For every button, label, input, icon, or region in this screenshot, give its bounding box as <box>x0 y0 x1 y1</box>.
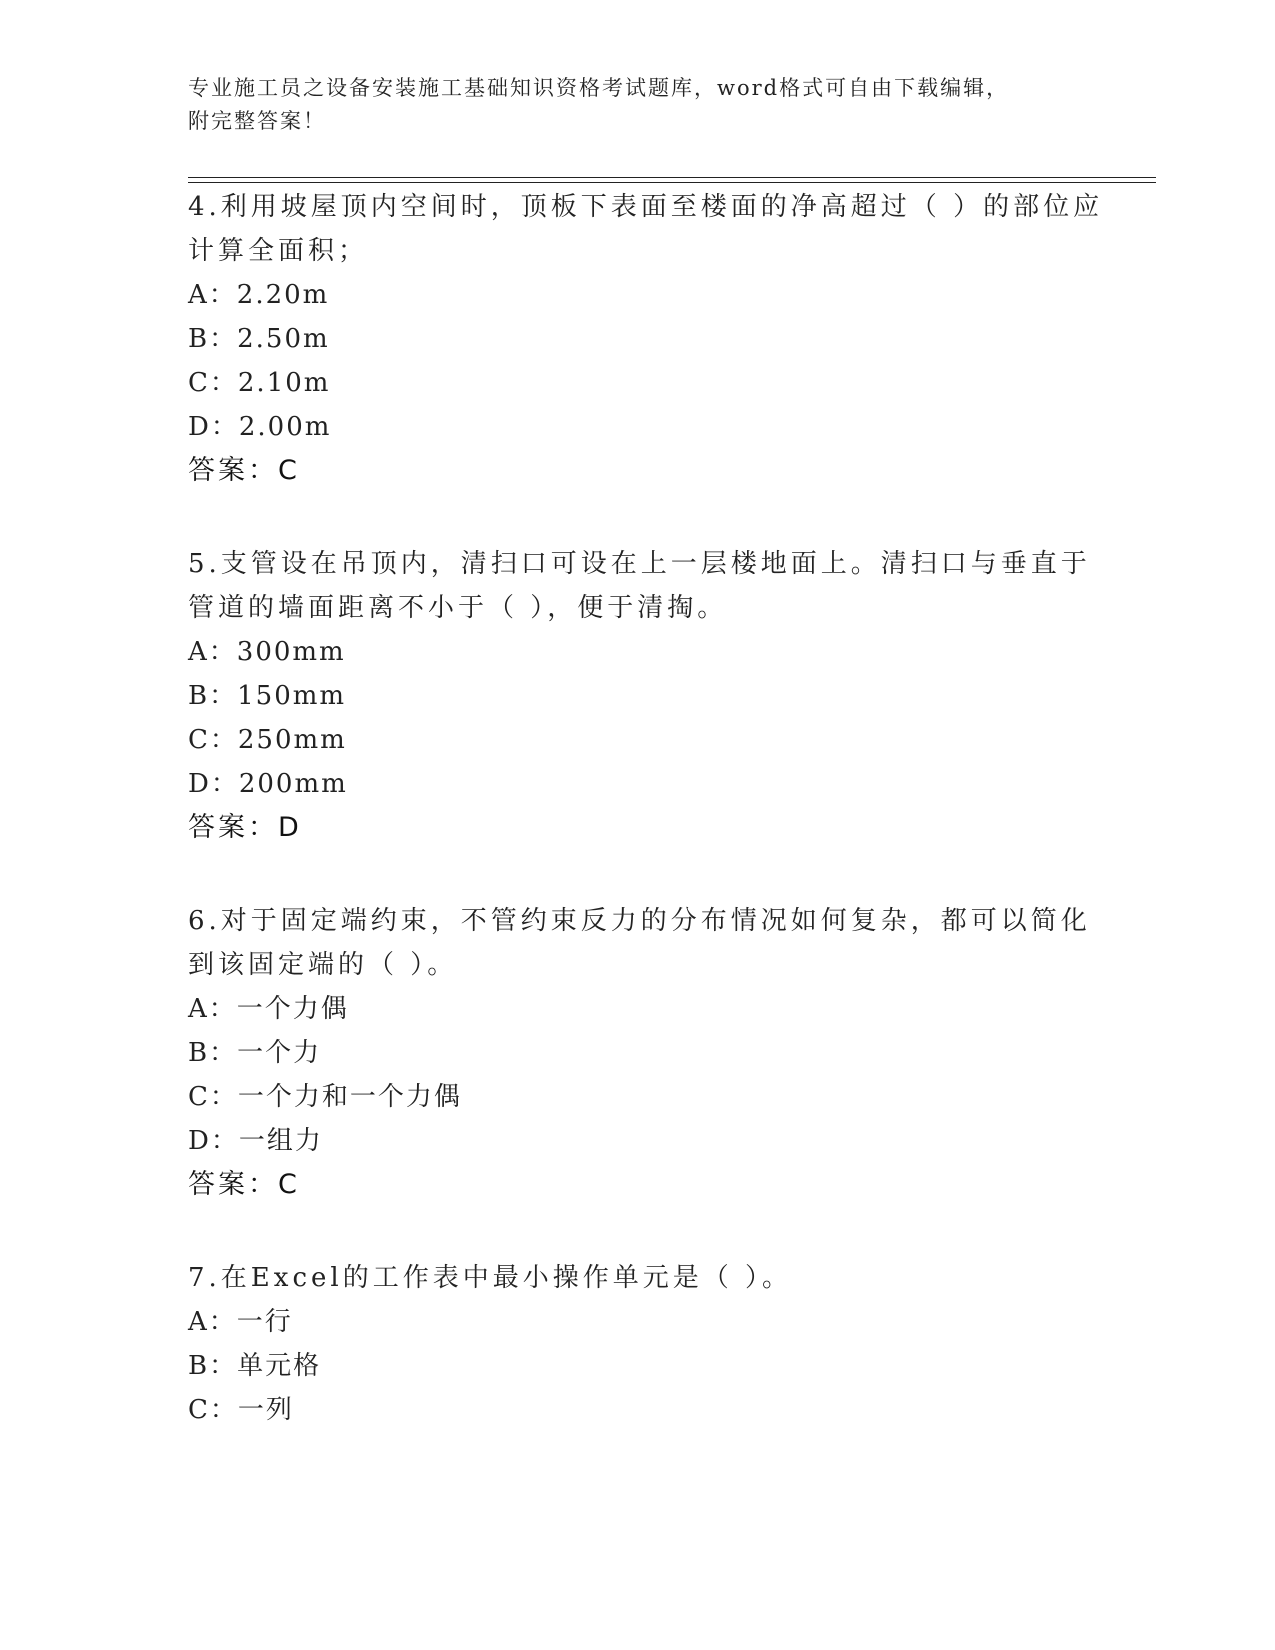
question-7 <box>188 1256 1088 1432</box>
header-line-2: 附完整答案！ <box>188 109 326 133</box>
question-6 <box>188 899 1091 1207</box>
option-d: D：2.00m <box>188 412 332 442</box>
question-stem-line: 计算全面积； <box>188 236 369 266</box>
question-stem <box>188 185 1104 273</box>
answer: 答案：C <box>188 1169 300 1200</box>
header-divider-top <box>188 177 1156 178</box>
question-stem-line: 6.对于固定端约束，不管约束反力的分布情况如何复杂，都可以简化 <box>188 906 1091 936</box>
question-4 <box>188 185 1104 493</box>
question-stem <box>188 1256 1088 1300</box>
question-stem <box>188 542 1091 630</box>
option-c: C：250mm <box>188 725 347 755</box>
question-stem-line: 管道的墙面距离不小于（ ），便于清掏。 <box>188 593 728 623</box>
question-stem-line: 到该固定端的（ ）。 <box>188 950 458 980</box>
answer: 答案：D <box>188 812 302 843</box>
header-divider-bottom <box>188 182 1156 183</box>
option-b: B：单元格 <box>188 1351 322 1381</box>
option-a: A：300mm <box>188 637 346 667</box>
header-line-1: 专业施工员之设备安装施工基础知识资格考试题库，word格式可自由下载编辑， <box>188 76 1010 100</box>
question-stem-line: 5.支管设在吊顶内，清扫口可设在上一层楼地面上。清扫口与垂直于 <box>188 549 1091 579</box>
question-5 <box>188 542 1091 850</box>
option-c: C：一列 <box>188 1395 294 1425</box>
question-stem-line: 7.在Excel的工作表中最小操作单元是（ ）。 <box>188 1263 792 1293</box>
question-stem <box>188 899 1091 987</box>
option-d: D：一组力 <box>188 1126 323 1156</box>
option-a: A：一个力偶 <box>188 994 349 1024</box>
option-b: B：一个力 <box>188 1038 322 1068</box>
option-c: C：2.10m <box>188 368 331 398</box>
option-b: B：150mm <box>188 681 347 711</box>
option-c: C：一个力和一个力偶 <box>188 1082 462 1112</box>
answer: 答案：C <box>188 455 300 486</box>
option-b: B：2.50m <box>188 324 330 354</box>
question-stem-line: 4.利用坡屋顶内空间时，顶板下表面至楼面的净高超过（ ）的部位应 <box>188 192 1104 222</box>
option-d: D：200mm <box>188 769 348 799</box>
option-a: A：2.20m <box>188 280 330 310</box>
document-header <box>188 72 1088 138</box>
option-a: A：一行 <box>188 1307 293 1337</box>
